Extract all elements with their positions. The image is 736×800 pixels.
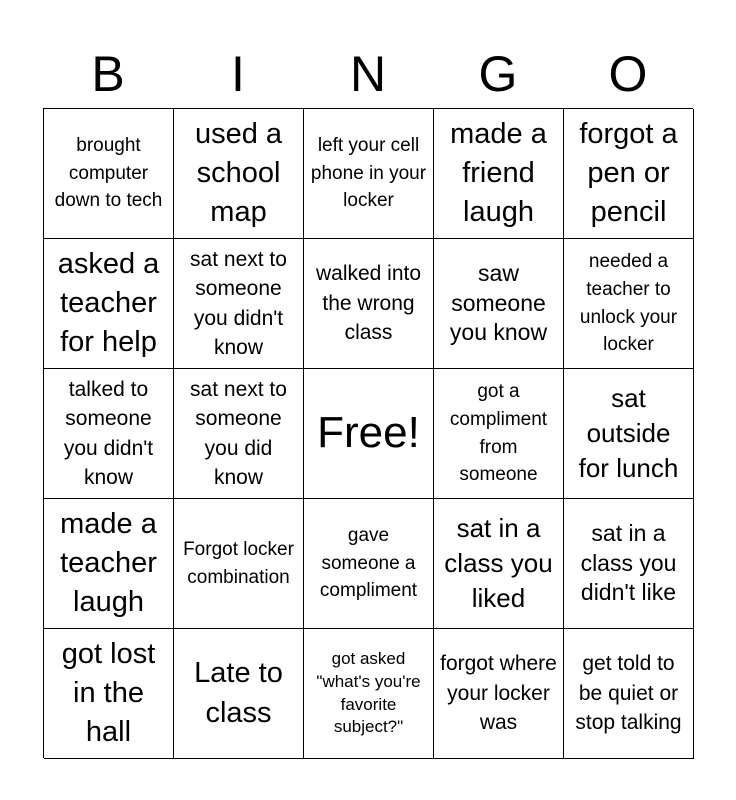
header-letter-b: B	[91, 46, 125, 102]
bingo-cell-2-5[interactable]	[564, 239, 694, 369]
bingo-cell-3-1[interactable]	[44, 369, 174, 499]
header-letter-n: N	[349, 46, 387, 102]
cell-text: asked a teacher for help	[57, 247, 160, 359]
bingo-cell-5-2[interactable]	[174, 629, 304, 759]
cell-text: talked to someone you didn't know	[63, 377, 154, 489]
cell-text: brought computer down to tech	[54, 135, 163, 212]
bingo-cell-1-1[interactable]	[44, 109, 174, 239]
cell-text: made a teacher laugh	[60, 507, 157, 619]
bingo-cell-5-1[interactable]	[44, 629, 174, 759]
bingo-cell-4-1[interactable]	[44, 499, 174, 629]
cell-text: sat next to someone you didn't know	[190, 247, 287, 359]
cell-text: sat next to someone you did know	[190, 377, 287, 489]
cell-text: forgot a pen or pencil	[579, 117, 678, 229]
cell-text: walked into the wrong class	[315, 262, 422, 345]
cell-text: used a school map	[194, 117, 283, 229]
cell-text: get told to be quiet or stop talking	[575, 652, 682, 735]
bingo-cell-2-2[interactable]	[174, 239, 304, 369]
bingo-cell-2-1[interactable]	[44, 239, 174, 369]
cell-text: made a friend laugh	[450, 117, 547, 229]
cell-text: sat outside for lunch	[578, 382, 679, 484]
cell-text: Forgot locker combination	[183, 538, 294, 588]
bingo-cell-4-3[interactable]	[304, 499, 434, 629]
cell-text: Late to class	[194, 657, 283, 729]
bingo-cell-5-4[interactable]	[434, 629, 564, 759]
cell-text: forgot where your locker was	[440, 652, 557, 735]
bingo-cell-1-3[interactable]	[304, 109, 434, 239]
cell-text: gave someone a compliment	[319, 525, 418, 602]
cell-text: sat in a class you liked	[444, 512, 553, 614]
bingo-cell-1-5[interactable]	[564, 109, 694, 239]
bingo-header	[43, 40, 693, 108]
cell-text: left your cell phone in your locker	[310, 135, 427, 212]
bingo-cell-2-3[interactable]	[304, 239, 434, 369]
cell-text: got lost in the hall	[61, 637, 156, 749]
bingo-cell-1-2[interactable]	[174, 109, 304, 239]
header-letter-g: G	[478, 46, 518, 102]
bingo-cell-1-4[interactable]	[434, 109, 564, 239]
bingo-cell-4-5[interactable]	[564, 499, 694, 629]
header-letter-i: I	[231, 46, 245, 102]
cell-text: got asked "what's you're favorite subject?"	[316, 648, 421, 737]
free-space-text: Free!	[317, 408, 420, 458]
bingo-board	[43, 108, 693, 758]
bingo-cell-2-4[interactable]	[434, 239, 564, 369]
bingo-cell-4-2[interactable]	[174, 499, 304, 629]
bingo-cell-3-3[interactable]	[304, 369, 434, 499]
cell-text: got a compliment from someone	[449, 381, 548, 486]
cell-text: saw someone you know	[449, 259, 548, 346]
bingo-cell-3-5[interactable]	[564, 369, 694, 499]
bingo-cell-4-4[interactable]	[434, 499, 564, 629]
bingo-cell-5-5[interactable]	[564, 629, 694, 759]
bingo-cell-5-3[interactable]	[304, 629, 434, 759]
bingo-cell-3-4[interactable]	[434, 369, 564, 499]
cell-text: sat in a class you didn't like	[580, 519, 677, 606]
cell-text: needed a teacher to unlock your locker	[579, 251, 678, 356]
bingo-cell-3-2[interactable]	[174, 369, 304, 499]
header-letter-o: O	[608, 46, 648, 102]
